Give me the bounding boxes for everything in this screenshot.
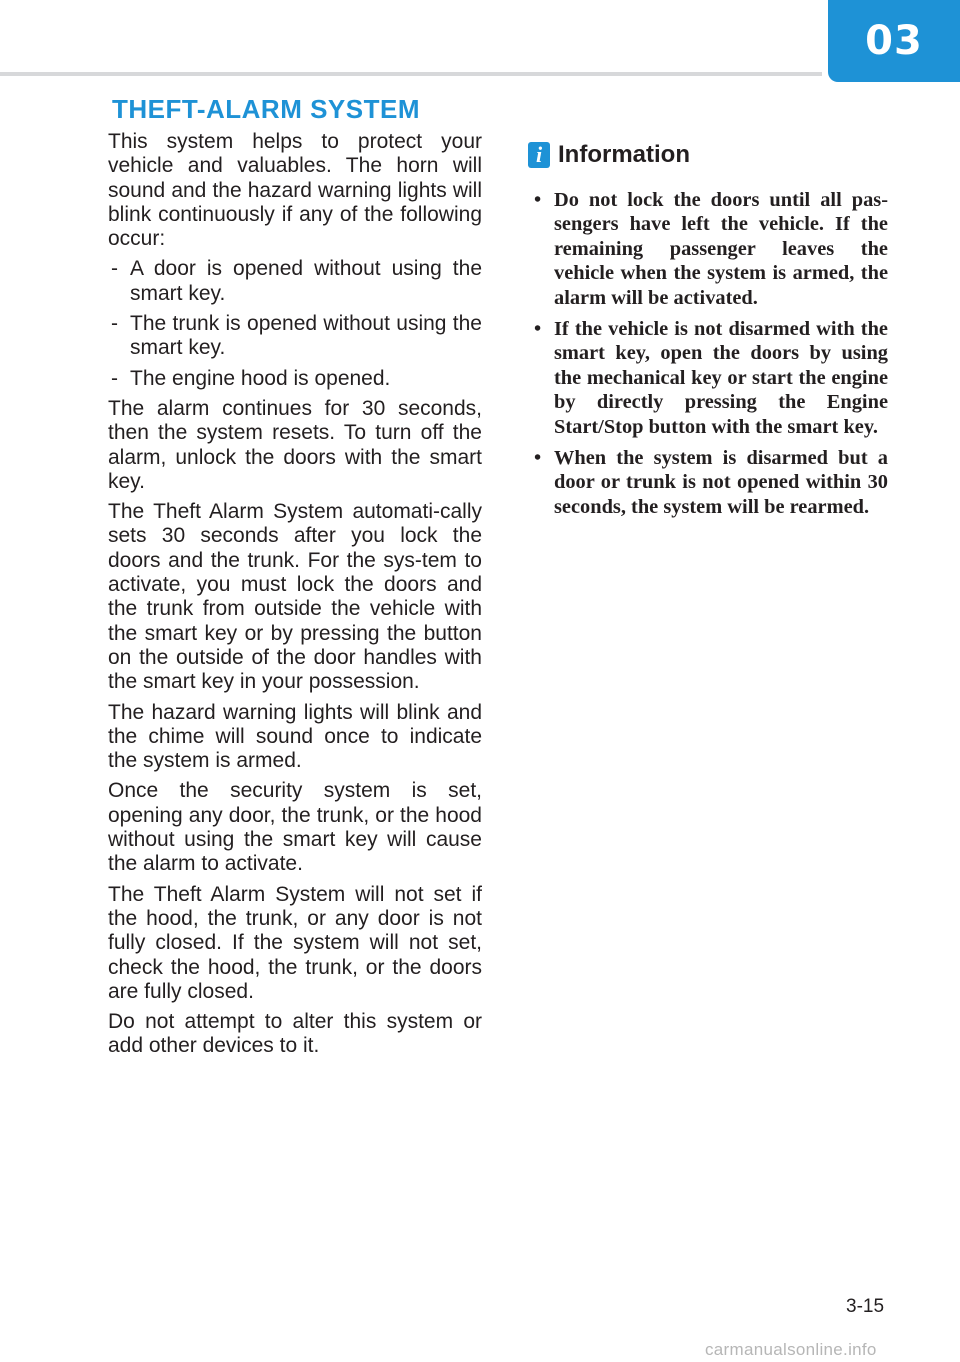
information-header bbox=[528, 140, 690, 170]
body-paragraph: Do not attempt to alter this system or add other devices to it. bbox=[108, 1010, 482, 1058]
trigger-list bbox=[108, 257, 482, 390]
body-paragraph: The Theft Alarm System automati-cally sets 30 seconds after you lock the doors and the trunk. For the sys-tem to activate, you must lock the doors and the trunk from outside the vehicle with the smart key or by pressing the button on the outside of the door handles with the smart key in your possession. bbox=[108, 500, 482, 694]
body-paragraph: Once the security system is set, opening any door, the trunk, or the hood without using the smart key will cause the alarm to activate. bbox=[108, 779, 482, 876]
body-paragraph: The Theft Alarm System will not set if the hood, the trunk, or any door is not fully closed. If the system will not set, check the hood, the trunk, or the doors are fully closed. bbox=[108, 882, 482, 1003]
information-item: • Do not lock the doors until all pas-sengers have left the vehicle. If the remaining passenger leaves the vehicle when the system is armed, the alarm will be activated. bbox=[534, 189, 888, 309]
information-item: • When the system is disarmed but a door or trunk is not opened within 30 seconds, the system will be rearmed. bbox=[534, 447, 888, 518]
main-text-column bbox=[108, 130, 482, 1065]
page-number: 3-15 bbox=[846, 1296, 885, 1317]
watermark: carmanualsonline.info bbox=[705, 1340, 877, 1359]
section-title: THEFT-ALARM SYSTEM bbox=[112, 94, 420, 124]
header-rule bbox=[0, 72, 822, 76]
trigger-item: - The trunk is opened without using the smart key. bbox=[111, 312, 482, 360]
info-icon: i bbox=[528, 142, 550, 168]
chapter-tab bbox=[828, 0, 960, 82]
intro-paragraph: This system helps to protect your vehicle and valuables. The horn will sound and the hazard warning lights will blink continuously if any of the following occur: bbox=[108, 130, 482, 251]
chapter-number: 03 bbox=[865, 18, 923, 64]
information-item: • If the vehicle is not disarmed with the smart key, open the doors by using the mechanical key or start the engine by directly pressing the Engine Start/Stop button with the smart key. bbox=[534, 318, 888, 438]
trigger-item: - A door is opened without using the smart key. bbox=[111, 257, 482, 305]
information-title: Information bbox=[558, 141, 690, 168]
trigger-item: - The engine hood is opened. bbox=[111, 366, 391, 390]
body-paragraph: The alarm continues for 30 seconds, then the system resets. To turn off the alarm, unlock the doors with the smart key. bbox=[108, 396, 482, 493]
information-list bbox=[532, 188, 888, 526]
body-paragraph: The hazard warning lights will blink and the chime will sound once to indicate the system is armed. bbox=[108, 700, 482, 773]
